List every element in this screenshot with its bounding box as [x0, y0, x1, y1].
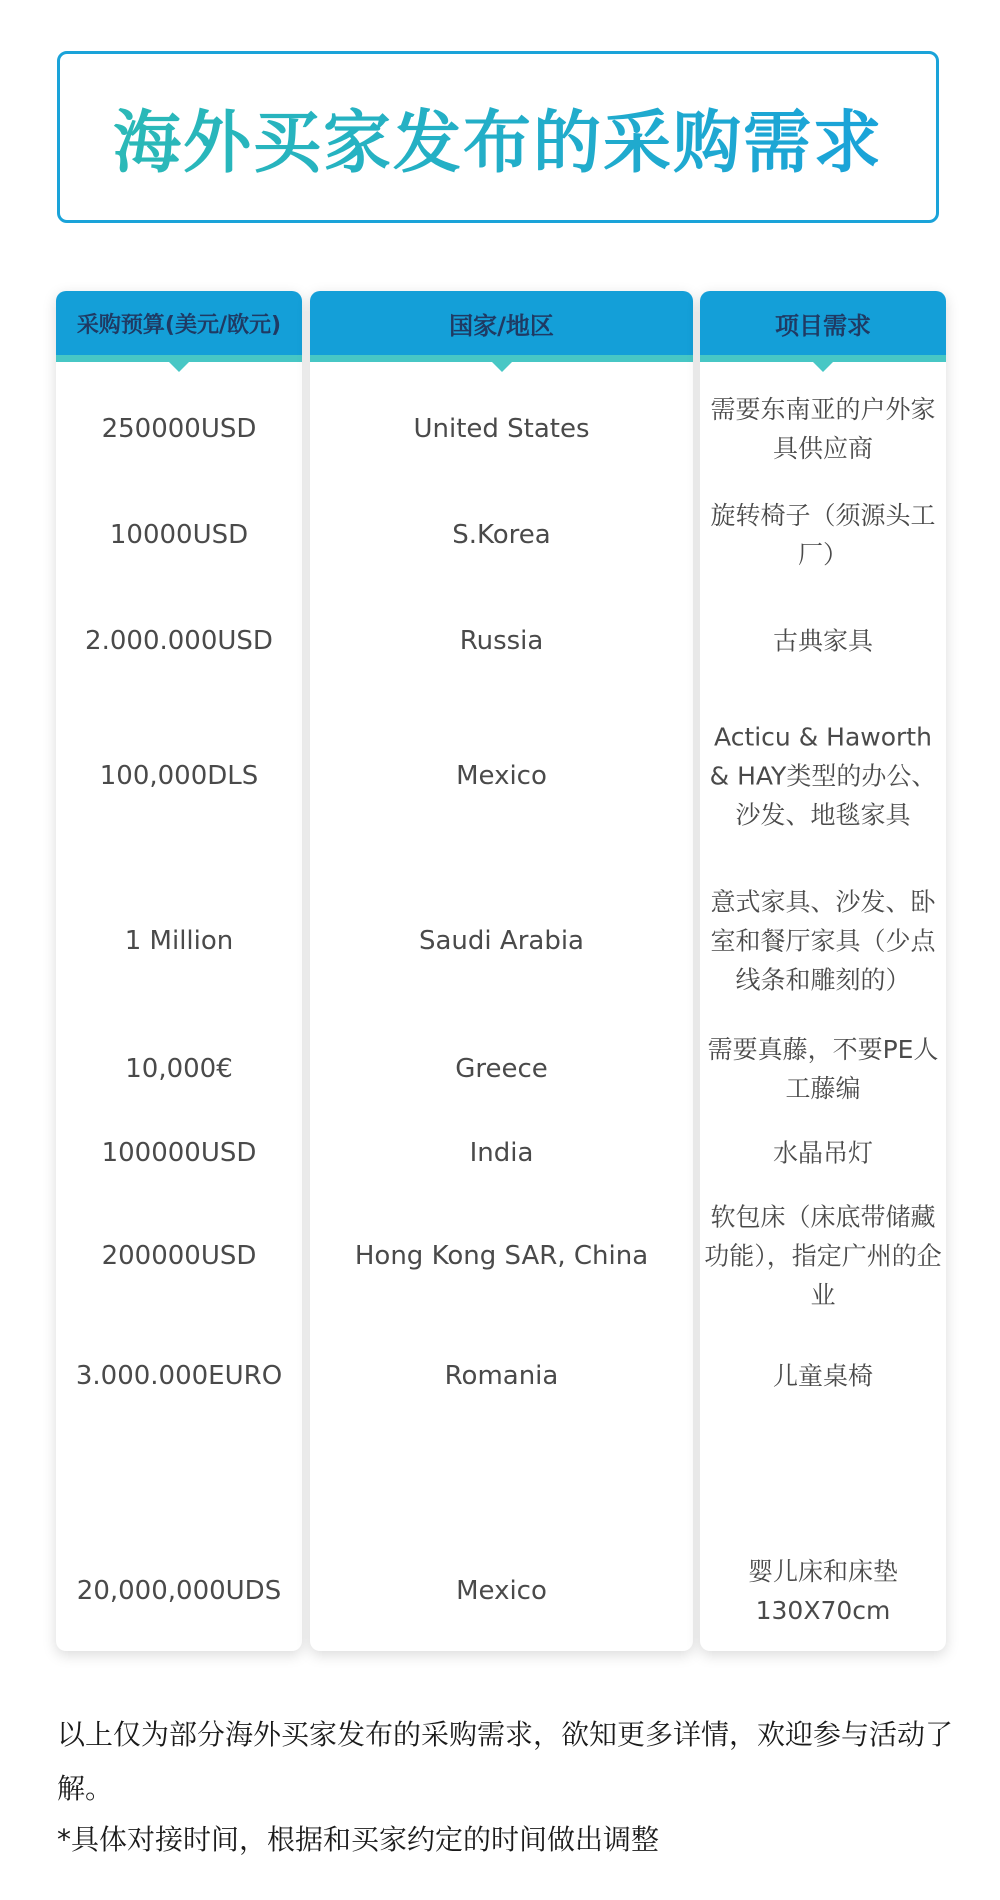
requirement-column	[700, 291, 946, 1651]
country-cell: United States	[413, 414, 590, 444]
requirement-cell: 水晶吊灯	[772, 1138, 873, 1168]
budget-cell: 250000USD	[101, 414, 257, 444]
budget-column-header	[56, 291, 302, 362]
budget-cell: 10000USD	[109, 520, 249, 550]
budget-header-label: 采购预算(美元/欧元)	[76, 312, 282, 338]
budget-cell: 2.000.000USD	[85, 626, 273, 656]
title-banner	[57, 51, 939, 223]
header-pointer-icon	[492, 362, 512, 372]
header-pointer-icon	[813, 362, 833, 372]
country-cell: Romania	[444, 1361, 559, 1391]
requirement-cell: Acticu & Haworth & HAY类型的办公、沙发、地毯家具	[709, 722, 937, 830]
requirement-cell: 软包床（床底带储藏功能），指定广州的企业	[704, 1202, 942, 1310]
footer-disclaimer: *具体对接时间，根据和买家约定的时间做出调整	[57, 1823, 660, 1856]
budget-cell: 3.000.000EURO	[75, 1361, 283, 1391]
country-cell: Russia	[459, 626, 544, 656]
country-cell: Mexico	[456, 1576, 547, 1606]
requirement-cell: 需要真藤，不要PE人工藤编	[707, 1035, 939, 1103]
requirement-column-header	[700, 291, 946, 362]
country-cell: Saudi Arabia	[419, 926, 584, 956]
requirement-cell: 儿童桌椅	[772, 1361, 873, 1391]
country-column	[310, 291, 693, 1651]
country-cell: Mexico	[456, 761, 547, 791]
budget-column	[56, 291, 302, 1651]
country-cell: India	[469, 1138, 534, 1168]
footer-note: 以上仅为部分海外买家发布的采购需求，欲知更多详情，欢迎参与活动了解。	[57, 1718, 954, 1805]
header-pointer-icon	[169, 362, 189, 372]
page-title: 海外买家发布的采购需求	[113, 89, 883, 186]
budget-cell: 200000USD	[101, 1241, 257, 1271]
budget-cell: 10,000€	[125, 1054, 233, 1084]
requirement-cell: 旋转椅子（须源头工厂）	[710, 501, 936, 569]
requirement-cell: 婴儿床和床垫130X70cm	[747, 1557, 898, 1625]
requirement-cell: 意式家具、沙发、卧室和餐厅家具（少点线条和雕刻的）	[710, 887, 936, 995]
country-header-label: 国家/地区	[449, 311, 554, 340]
budget-cell: 100,000DLS	[99, 761, 259, 791]
requirement-header-label: 项目需求	[775, 311, 871, 340]
country-column-header	[310, 291, 693, 362]
budget-cell: 20,000,000UDS	[76, 1576, 282, 1606]
country-cell: Greece	[455, 1054, 548, 1084]
country-cell: Hong Kong SAR, China	[354, 1241, 649, 1271]
country-cell: S.Korea	[452, 520, 551, 550]
requirement-cell: 古典家具	[772, 626, 873, 656]
budget-cell: 100000USD	[101, 1138, 257, 1168]
budget-cell: 1 Million	[124, 926, 234, 956]
requirement-cell: 需要东南亚的户外家具供应商	[710, 395, 936, 463]
